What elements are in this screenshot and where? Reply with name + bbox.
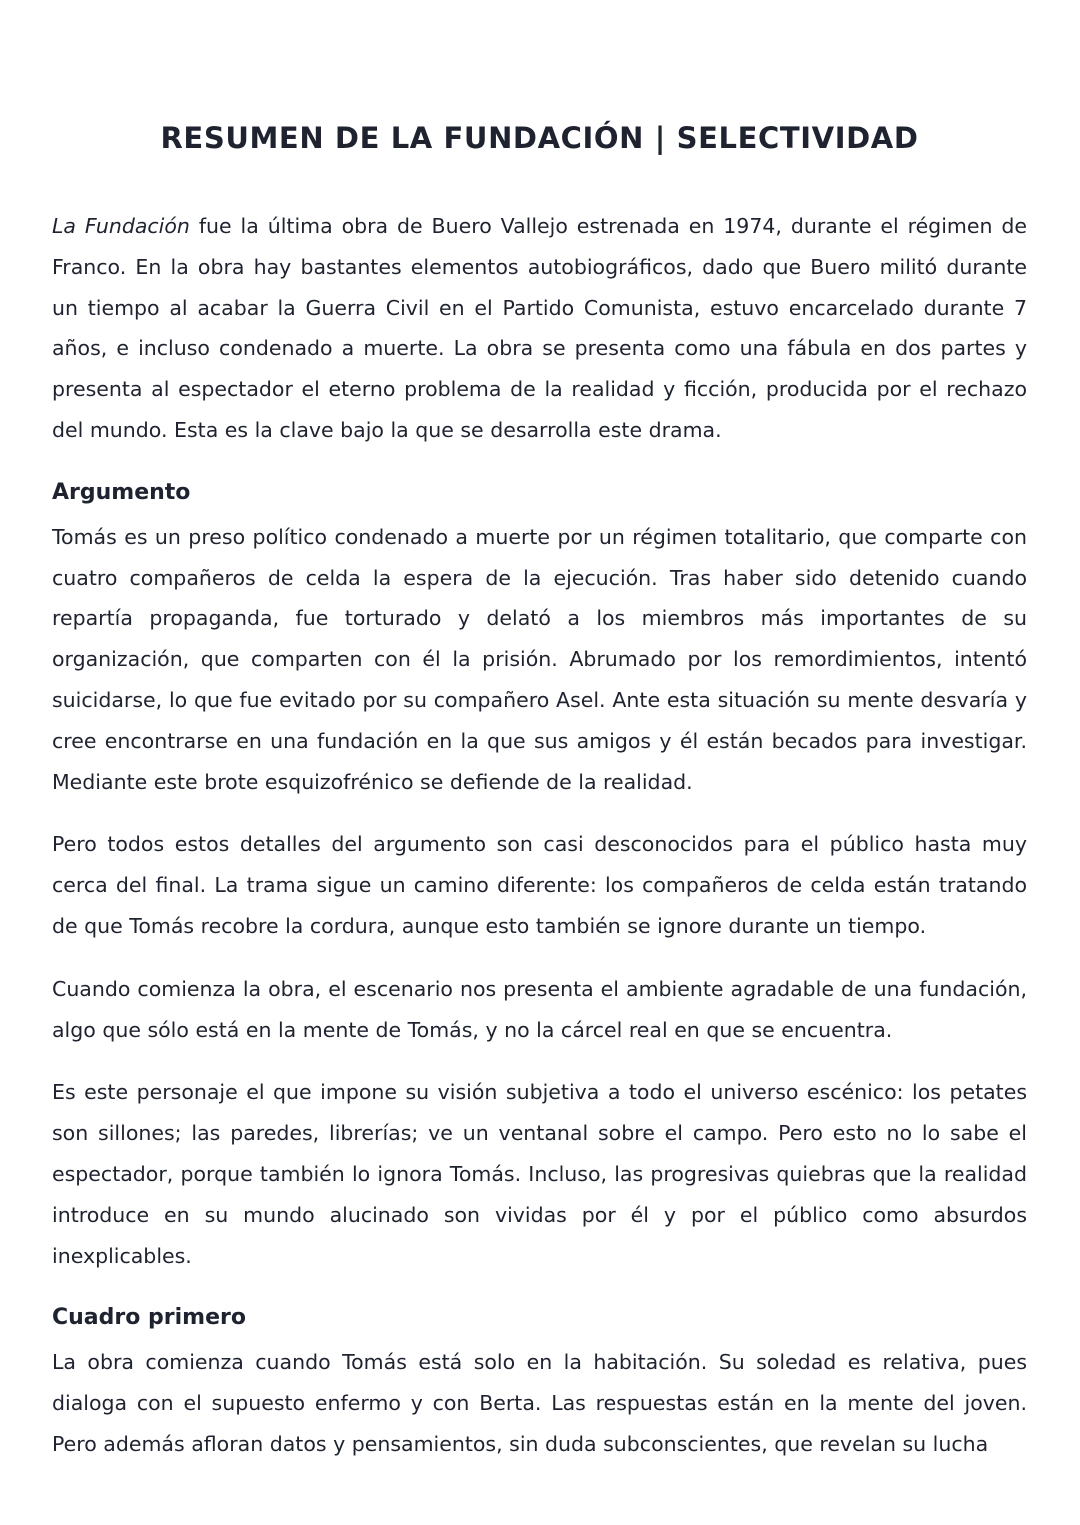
intro-paragraph: [52, 206, 1027, 451]
section-heading-cuadro-primero: Cuadro primero: [52, 1305, 246, 1331]
cuadro-primero-paragraph-1: La obra comienza cuando Tomás está solo en la habitación. Su soledad es relativa, pues dialoga con el supuesto enfermo y con Berta. Las respuestas están en la mente del joven. Pero además afloran datos y pensamientos, sin duda subconscientes, que revelan su lucha: [52, 1350, 1027, 1456]
document-title: RESUMEN DE LA FUNDACIÓN | SELECTIVIDAD: [160, 121, 919, 155]
section-heading-argumento: Argumento: [52, 479, 191, 505]
intro-italic-lead: La Fundación: [52, 214, 190, 238]
argumento-paragraph-1: Tomás es un preso político condenado a muerte por un régimen totalitario, que comparte con cuatro compañeros de celda la espera de la ejecución. Tras haber sido detenido cuando repartía propaganda, fue torturado y delató a los miembros más importantes de su organización, que comparten con él la prisión. Abrumado por los remordimientos, intentó suicidarse, lo que fue evitado por su compañero Asel. Ante esta situación su mente desvaría y cree encontrarse en una fundación en la que sus amigos y él están becados para investigar. Mediante este brote esquizofrénico se defiende de la realidad.: [52, 524, 1027, 794]
argumento-paragraph-2: Pero todos estos detalles del argumento son casi desconocidos para el público hasta muy cerca del final. La trama sigue un camino diferente: los compañeros de celda están tratando de que Tomás recobre la cordura, aunque esto también se ignore durante un tiempo.: [52, 832, 1027, 938]
argumento-paragraph-3: Cuando comienza la obra, el escenario nos presenta el ambiente agradable de una fundación, algo que sólo está en la mente de Tomás, y no la cárcel real en que se encuentra.: [52, 976, 1027, 1042]
intro-text: fue la última obra de Buero Vallejo estrenada en 1974, durante el régimen de Franco. En la obra hay bastantes elementos autobiográficos, dado que Buero militó durante un tiempo al acabar la Guerra Civil en el Partido Comunista, estuvo encarcelado durante 7 años, e incluso condenado a muerte. La obra se presenta como una fábula en dos partes y presenta al espectador el eterno problema de la realidad y ficción, producida por el rechazo del mundo. Esta es la clave bajo la que se desarrolla este drama.: [52, 214, 1027, 442]
argumento-paragraph-4: Es este personaje el que impone su visión subjetiva a todo el universo escénico: los petates son sillones; las paredes, librerías; ve un ventanal sobre el campo. Pero esto no lo sabe el espectador, porque también lo ignora Tomás. Incluso, las progresivas quiebras que la realidad introduce en su mundo alucinado son vividas por él y por el público como absurdos inexplicables.: [52, 1080, 1027, 1268]
